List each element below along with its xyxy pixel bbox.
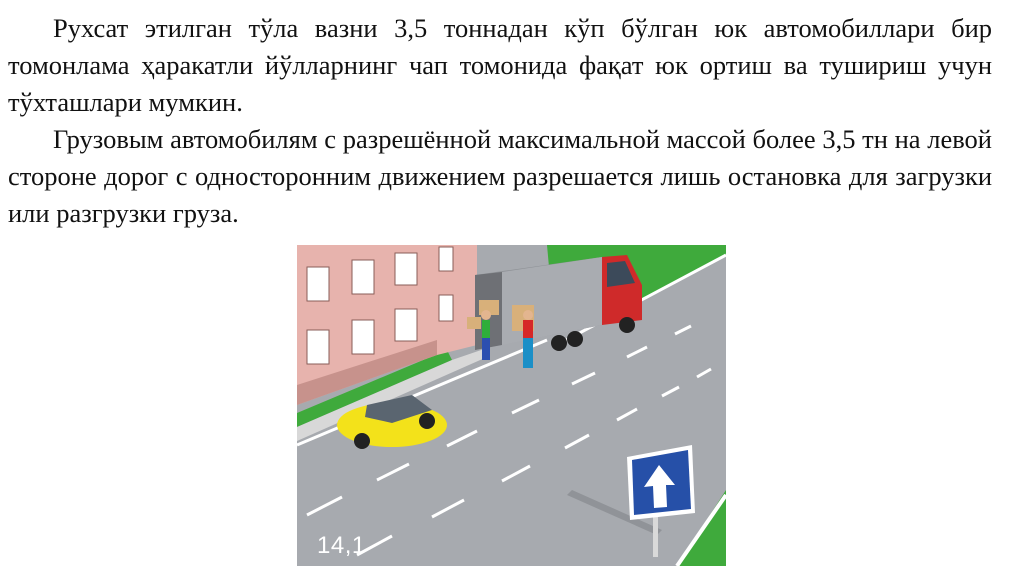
paragraph-uzbek: Рухсат этилган тўла вазни 3,5 тоннадан кўп бўлган юк автомобиллари бир томонлама ҳаракатли йўлларнинг чап томонида фақат юк ортиш ва тушириш учун тўхташлари мумкин. bbox=[8, 13, 992, 117]
illustration-scene bbox=[297, 245, 726, 566]
text-block bbox=[8, 10, 992, 232]
one-way-sign-icon bbox=[627, 445, 695, 520]
sign-number-label: 14,1 bbox=[317, 532, 366, 559]
traffic-rule-illustration bbox=[297, 245, 726, 566]
paragraph-russian: Грузовым автомобилям с разрешённой максимальной массой более 3,5 тн на левой стороне дорог с односторонним движением разрешается лишь остановка для загрузки или разгрузки груза. bbox=[8, 124, 992, 228]
